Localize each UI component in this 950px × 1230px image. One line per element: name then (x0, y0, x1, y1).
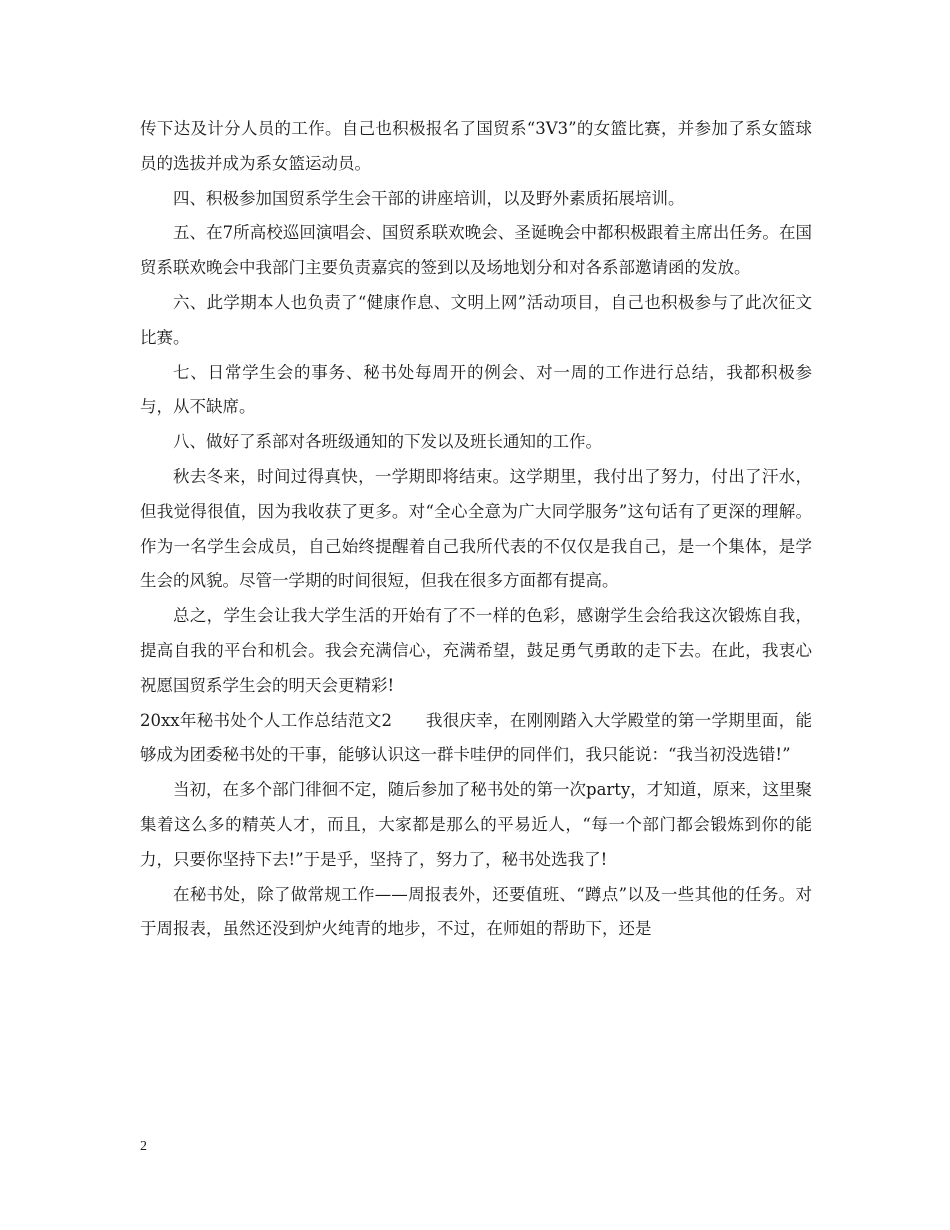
paragraph-6: 八、做好了系部对各班级通知的下发以及班长通知的工作。 (173, 432, 602, 452)
paragraph-1: 传下达及计分人员的工作。自己也积极报名了国贸系“3V3”的女篮比赛，并参加了系女篮球员的选拔并成为系女篮运动员。 (140, 119, 812, 173)
paragraph-3: 五、在7所高校巡回演唱会、国贸系联欢晚会、圣诞晚会中都积极跟着主席出任务。在国贸系联欢晚会中我部门主要负责嘉宾的签到以及场地划分和对各系部邀请函的发放。 (140, 223, 812, 278)
paragraph-7: 秋去冬来，时间过得真快，一学期即将结束。这学期里，我付出了努力，付出了汗水，但我觉得很值，因为我收获了更多。对“全心全意为广大同学服务”这句话有了更深的理解。作为一名学生会成员，自己始终提醒着自己我所代表的不仅仅是我自己，是一个集体，是学生会的风貌。尽管一学期的时间很短，但我在很多方面都有提高。 (140, 466, 812, 591)
paragraph-2: 四、积极参加国贸系学生会干部的讲座培训，以及野外素质拓展培训。 (173, 188, 685, 208)
paragraph-8: 总之，学生会让我大学生活的开始有了不一样的色彩，感谢学生会给我这次锻炼自我，提高自我的平台和机会。我会充满信心，充满希望，鼓足勇气勇敢的走下去。在此，我衷心祝愿国贸系学生会的明天会更精彩! (140, 606, 812, 695)
document-body (140, 112, 812, 947)
paragraph-4: 六、此学期本人也负责了“健康作息、文明上网”活动项目，自己也积极参与了此次征文比赛。 (140, 292, 812, 347)
page-number: 2 (140, 1139, 147, 1154)
paragraph-9-section-heading: 20xx年秘书处个人工作总结范文2 我很庆幸，在刚刚踏入大学殿堂的第一学期里面，能够成为团委秘书处的干事，能够认识这一群卡哇伊的同伴们，我只能说：“我当初没选错!” (140, 710, 812, 765)
paragraph-10: 当初，在多个部门徘徊不定，随后参加了秘书处的第一次party，才知道，原来，这里聚集着这么多的精英人才，而且，大家都是那么的平易近人，“每一个部门都会锻炼到你的能力，只要你坚持下去!”于是乎，坚持了，努力了，秘书处选我了! (140, 780, 812, 869)
paragraph-5: 七、日常学生会的事务、秘书处每周开的例会、对一周的工作进行总结，我都积极参与，从不缺席。 (140, 362, 812, 417)
paragraph-11: 在秘书处，除了做常规工作——周报表外，还要值班、“蹲点”以及一些其他的任务。对于周报表，虽然还没到炉火纯青的地步，不过，在师姐的帮助下，还是 (140, 884, 812, 939)
